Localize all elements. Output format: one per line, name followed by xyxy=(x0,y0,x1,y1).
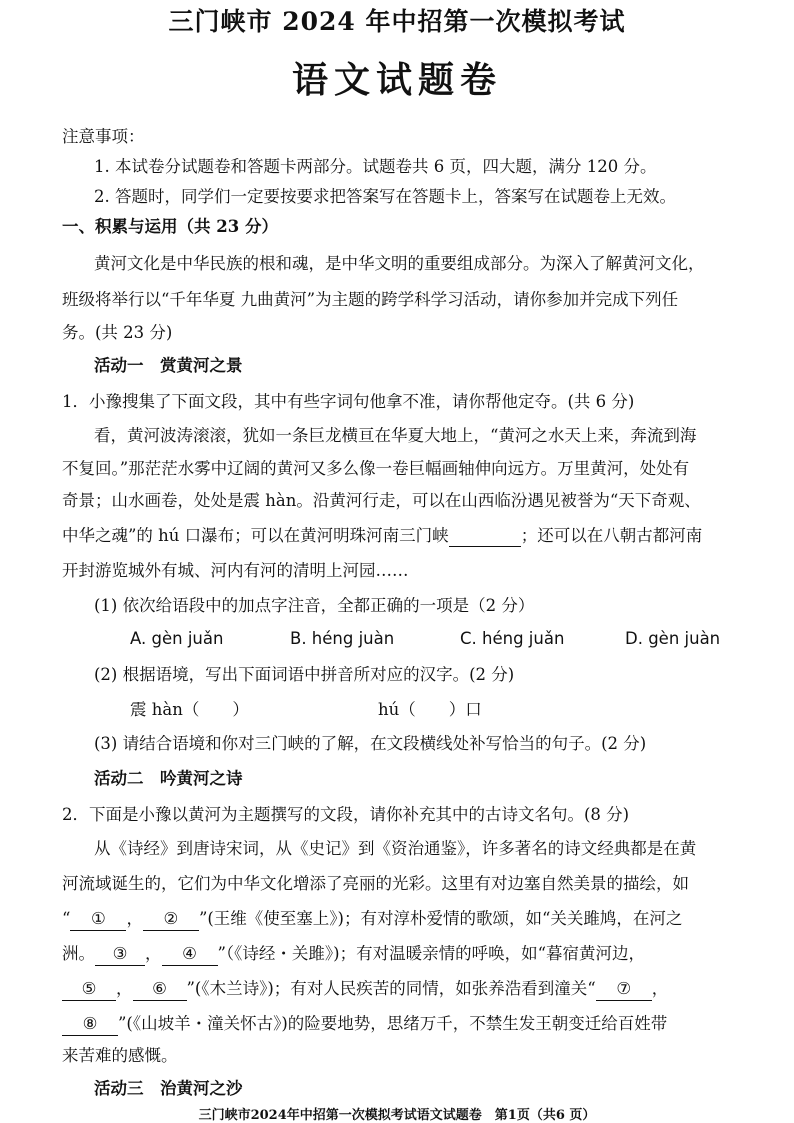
blank-5: ⑤ xyxy=(62,978,116,1001)
blank-4: ④ xyxy=(162,943,218,966)
blank-6: ⑥ xyxy=(133,978,187,1001)
option-d: D. gèn juàn xyxy=(625,629,721,648)
text-segment: ， xyxy=(116,979,133,998)
passage1-line-4-tail: ；还可以在八朝古都河南 xyxy=(520,526,703,545)
question-1: 1．小豫搜集了下面文段，其中有些字词句他拿不准，请你帮他定夺。(共 6 分) xyxy=(62,392,635,411)
notice-heading: 注意事项： xyxy=(62,127,145,146)
text-segment: ”(王维《使至塞上》)；有对淳朴爱情的歌颂，如“关关雎鸠，在河之 xyxy=(198,909,683,928)
intro-line-2: 班级将举行以“千年华夏 九曲黄河”为主题的跨学科学习活动，请你参加并完成下列任 xyxy=(62,290,679,309)
text-segment: ， xyxy=(651,979,669,998)
blank-zhenhan: 震 hàn（ ） xyxy=(130,700,249,719)
passage1-line-1: 看，黄河波涛滚滚，犹如一条巨龙横亘在华夏大地上，“黄河之水天上来，奔流到海 xyxy=(94,426,697,445)
text-segment: ”(《木兰诗》)；有对人民疾苦的同情，如张养浩看到潼关“ xyxy=(186,979,596,998)
passage1-line-5: 开封游览城外有城、河内有河的清明上河园…… xyxy=(62,561,409,580)
question-2: 2．下面是小豫以黄河为主题撰写的文段，请你补充其中的古诗文名句。(8 分) xyxy=(62,805,630,824)
passage2-line-1: 从《诗经》到唐诗宋词，从《史记》到《资治通鉴》，许多著名的诗文经典都是在黄 xyxy=(94,839,697,858)
text-segment: ”（《诗经・关雎》)；有对温暖亲情的呼唤，如“暮宿黄河边， xyxy=(217,944,646,963)
page-footer: 三门峡市2024年中招第一次模拟考试语文试题卷 第1页（共6 页） xyxy=(198,1108,596,1123)
text-segment: “ xyxy=(62,909,71,928)
fill-blank-line xyxy=(449,528,521,547)
passage2-line-5 xyxy=(62,978,668,1001)
passage1-line-4-text: 中华之魂”的 hú 口瀑布；可以在黄河明珠河南三门峡 xyxy=(62,526,449,545)
activity-3-heading: 活动三 治黄河之沙 xyxy=(94,1079,243,1098)
blank-7: ⑦ xyxy=(596,978,652,1001)
passage2-line-2: 河流域诞生的，它们为中华文化增添了亮丽的光彩。这里有对边塞自然美景的描绘，如 xyxy=(62,874,689,893)
option-b: B. héng juàn xyxy=(290,629,395,648)
passage1-line-4 xyxy=(62,525,702,547)
intro-line-1: 黄河文化是中华民族的根和魂，是中华文明的重要组成部分。为深入了解黄河文化， xyxy=(94,254,705,273)
exam-subtitle: 语文试题卷 xyxy=(291,59,502,101)
text-segment: ， xyxy=(126,909,143,928)
blank-3: ③ xyxy=(95,943,145,966)
passage1-line-2: 不复回。”那茫茫水雾中辽阔的黄河又多么像一卷巨幅画轴伸向远方。万里黄河，处处有 xyxy=(62,459,690,478)
question-1-1: (1) 依次给语段中的加点字注音，全都正确的一项是（2 分） xyxy=(94,596,535,615)
passage2-line-4 xyxy=(62,943,645,966)
notice-item-2: 2. 答题时，同学们一定要按要求把答案写在答题卡上，答案写在试题卷上无效。 xyxy=(94,187,676,206)
text-segment: 洲。 xyxy=(62,944,95,963)
activity-1-heading: 活动一 赏黄河之景 xyxy=(94,356,243,375)
option-a: A. gèn juǎn xyxy=(130,629,224,648)
blank-1: ① xyxy=(70,908,126,931)
activity-2-heading: 活动二 吟黄河之诗 xyxy=(94,769,243,788)
blank-8: ⑧ xyxy=(62,1013,118,1036)
passage2-line-3 xyxy=(62,908,682,931)
blank-hukou: hú（ ）口 xyxy=(378,700,482,719)
passage2-line-7: 来苦难的感慨。 xyxy=(62,1046,178,1065)
intro-line-3: 务。(共 23 分) xyxy=(62,323,173,342)
notice-item-1: 1. 本试卷分试题卷和答题卡两部分。试题卷共 6 页，四大题，满分 120 分。 xyxy=(94,157,657,176)
blank-2: ② xyxy=(143,908,199,931)
option-c: C. héng juǎn xyxy=(460,629,565,648)
text-segment: ， xyxy=(145,944,162,963)
passage2-line-6 xyxy=(62,1013,667,1036)
section-heading: 一、积累与运用（共 23 分） xyxy=(62,217,278,236)
exam-title: 三门峡市 2024 年中招第一次模拟考试 xyxy=(168,7,626,36)
question-1-3: (3) 请结合语境和你对三门峡的了解，在文段横线处补写恰当的句子。(2 分) xyxy=(94,734,647,753)
passage1-line-3: 奇景；山水画卷，处处是震 hàn。沿黄河行走，可以在山西临汾遇见被誉为“天下奇观、 xyxy=(62,491,701,510)
question-1-2: (2) 根据语境，写出下面词语中拼音所对应的汉字。(2 分) xyxy=(94,665,515,684)
text-segment: ”(《山坡羊・潼关怀古》)的险要地势，思绪万千，不禁生发王朝变迁给百姓带 xyxy=(118,1014,668,1033)
